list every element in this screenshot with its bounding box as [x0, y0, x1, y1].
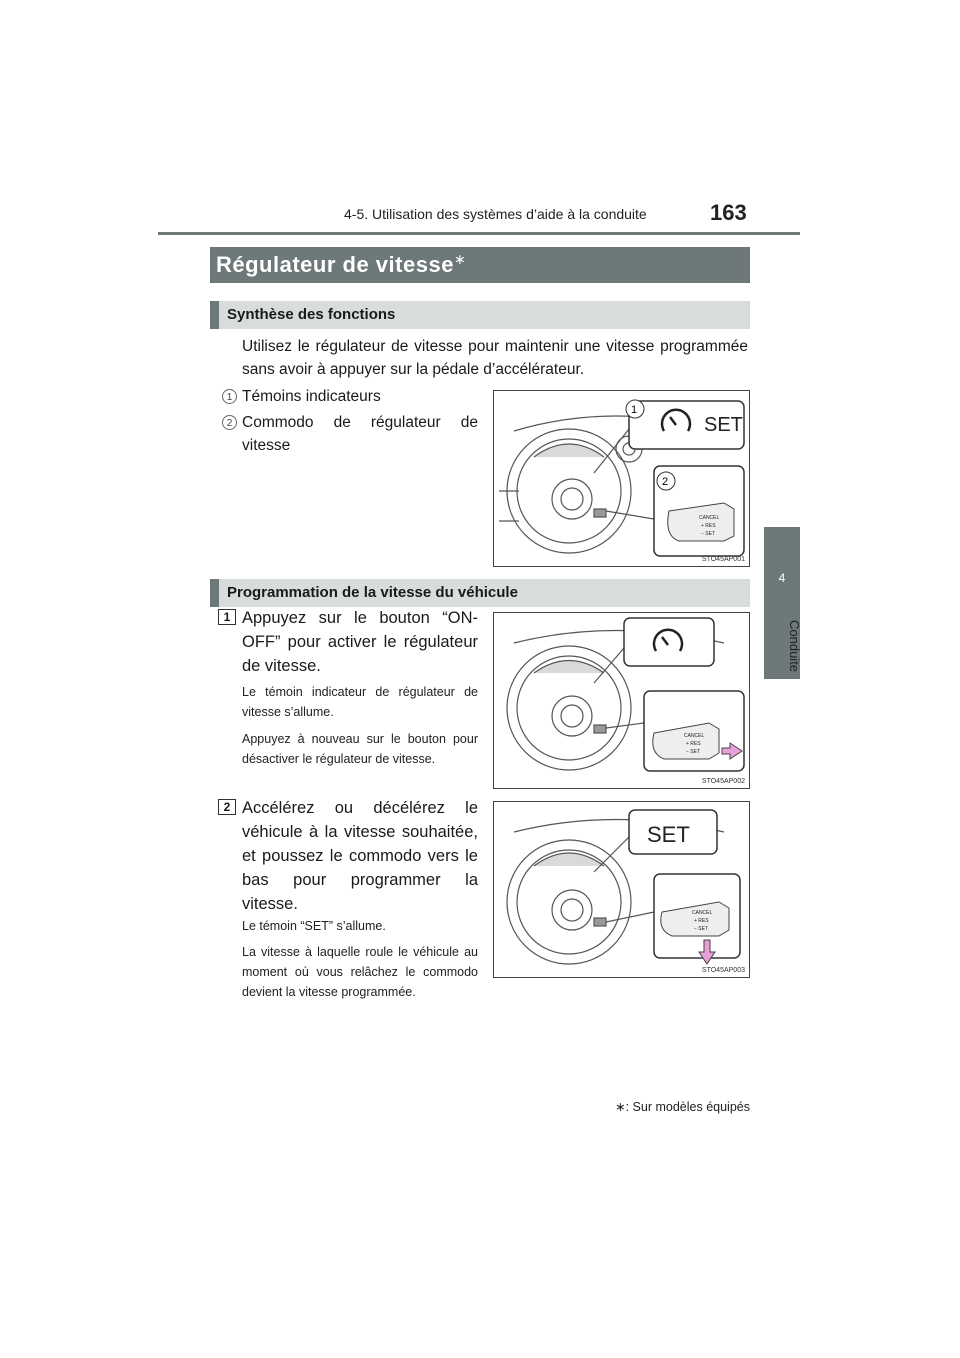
page-number: 163: [710, 200, 747, 225]
step-2-note-1: Le témoin “SET” s’allume.: [242, 919, 386, 933]
svg-text:− SET: − SET: [694, 926, 709, 932]
svg-text:CANCEL: CANCEL: [699, 515, 720, 521]
svg-text:+ RES: + RES: [694, 918, 709, 924]
intro-paragraph: Utilisez le régulateur de vitesse pour maintenir une vitesse programmée sans avoir à appuyer sur la pédale d’accélérateur.: [242, 338, 748, 378]
steering-wheel-illustration: [494, 802, 749, 977]
item-number-2: 2: [222, 415, 237, 430]
header-rule: [158, 232, 800, 235]
figure-code: STO45AP002: [701, 778, 745, 785]
title-asterisk: ∗: [453, 251, 467, 267]
footnote: [590, 1099, 750, 1114]
step-1-note-2: Appuyez à nouveau sur le bouton pour désactiver le régulateur de vitesse.: [242, 732, 478, 766]
chapter-number: 4: [778, 571, 786, 585]
page-title: [210, 247, 750, 283]
svg-text:− SET: − SET: [686, 749, 701, 755]
figure-step-2: [493, 801, 750, 978]
step-text-2: Accélérez ou décélérez le véhicule à la vitesse souhaitée, et poussez le commodo vers le bas pour programmer la vitesse.: [242, 799, 478, 913]
section-heading-setting: Programmation de la vitesse du véhicule: [210, 579, 750, 607]
callout-1: 1: [631, 404, 638, 416]
step-2-note-2: La vitesse à laquelle roule le véhicule au moment où vous relâchez le commodo devient la vitesse programmée.: [242, 945, 478, 999]
svg-text:CANCEL: CANCEL: [692, 910, 713, 916]
svg-text:− SET: − SET: [701, 531, 716, 537]
page-title-text: Régulateur de vitesse: [216, 252, 454, 277]
figure-step-1: [493, 612, 750, 789]
section-header: 4-5. Utilisation des systèmes d’aide à la conduite: [344, 206, 647, 222]
svg-text:CANCEL: CANCEL: [684, 733, 705, 739]
footnote-text: : Sur modèles équipés: [625, 1100, 750, 1114]
item-text-1: Témoins indicateurs: [242, 388, 381, 405]
callout-2: 2: [662, 476, 669, 488]
step-number-1: 1: [218, 609, 236, 625]
step-text-1: Appuyez sur le bouton “ON-OFF” pour activer le régulateur de vitesse.: [242, 609, 478, 675]
figure-code: STO45AP003: [701, 967, 745, 974]
step-1-note-1: Le témoin indicateur de régulateur de vitesse s’allume.: [242, 685, 478, 719]
step-number-2: 2: [218, 799, 236, 815]
set-indicator-label: SET: [647, 822, 690, 847]
set-indicator-label: SET: [704, 414, 743, 436]
footnote-mark: ∗: [615, 1100, 626, 1114]
chapter-label: Conduite: [787, 620, 802, 673]
steering-wheel-illustration: [494, 613, 749, 788]
figure-code: STO45AP001: [701, 556, 745, 563]
item-text-2: Commodo de régulateur de vitesse: [242, 414, 478, 454]
steering-wheel-illustration: [494, 391, 749, 566]
item-number-1: 1: [222, 389, 237, 404]
svg-text:+ RES: + RES: [701, 523, 716, 529]
svg-text:+ RES: + RES: [686, 741, 701, 747]
section-heading-overview: Synthèse des fonctions: [210, 301, 750, 329]
figure-overview: [493, 390, 750, 567]
